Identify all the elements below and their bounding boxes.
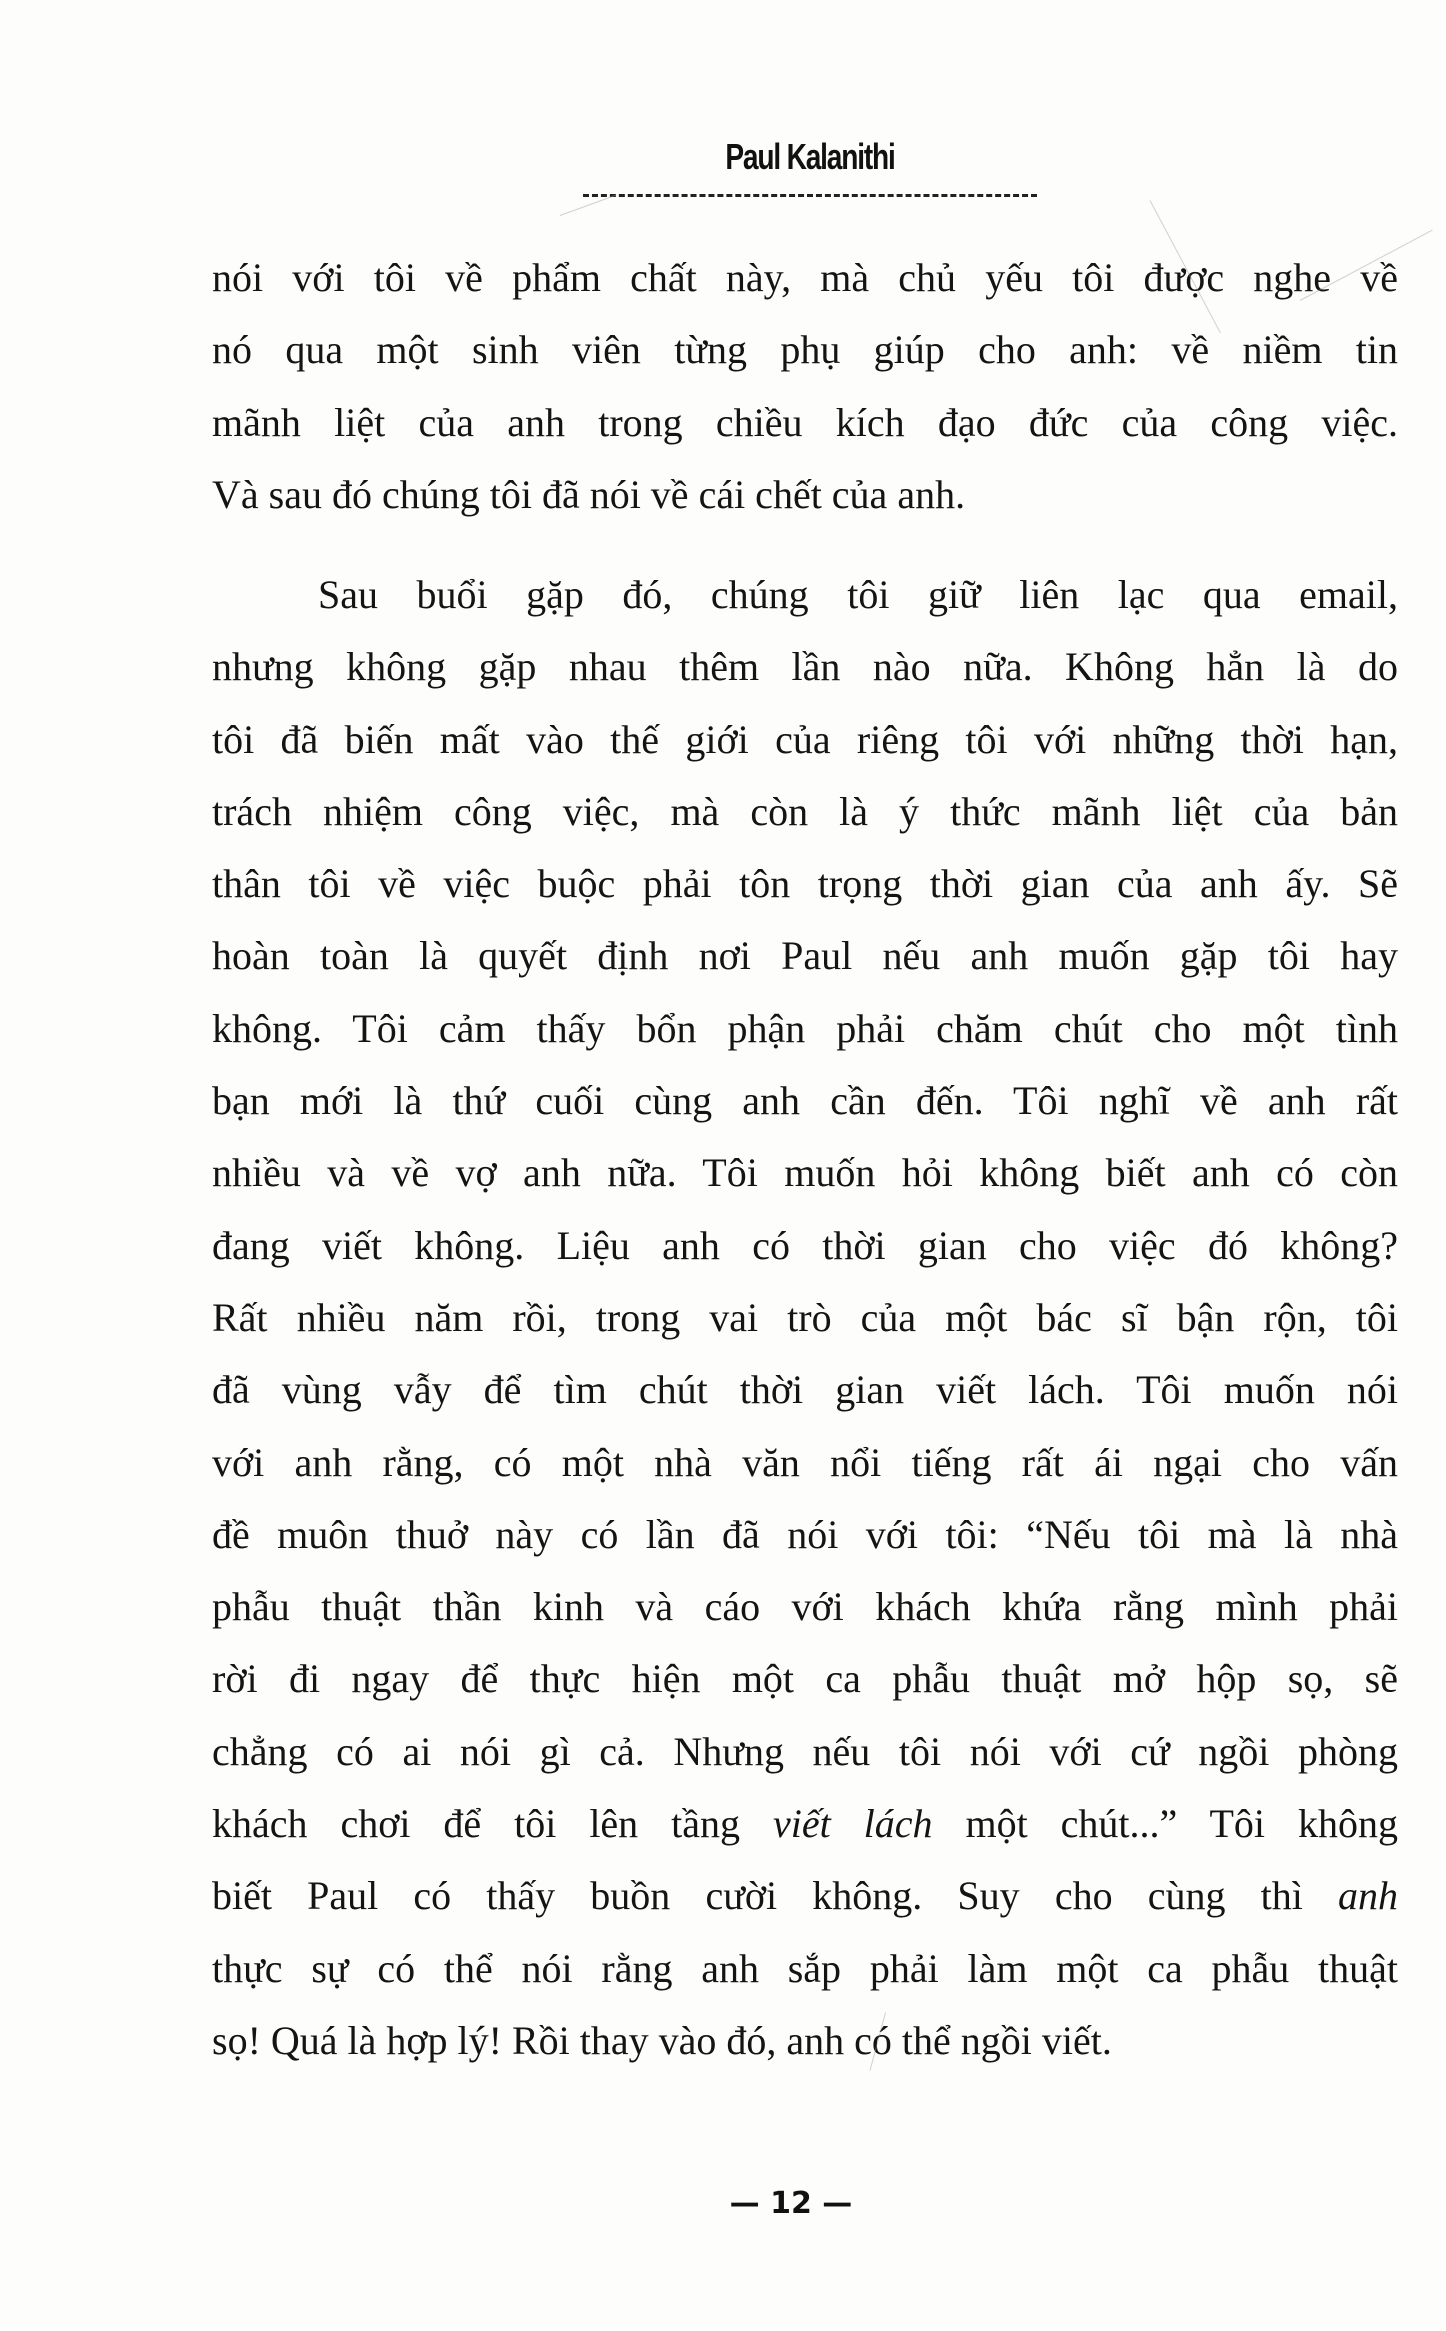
text-line: sọ! Quá là hợp lý! Rồi thay vào đó, anh có thể ngồi viết. [212, 2017, 1112, 2063]
text-line: nhưng không gặp nhau thêm lần nào nữa. Không hẳn là do [212, 644, 1398, 690]
text-line: đã vùng vẫy để tìm chút thời gian viết lách. Tôi muốn nói [212, 1367, 1398, 1413]
text-line: nói với tôi về phẩm chất này, mà chủ yếu tôi được nghe về [212, 255, 1398, 300]
paragraph-2 [212, 559, 1398, 2077]
text-line: rời đi ngay để thực hiện một ca phẫu thuật mở hộp sọ, sẽ [212, 1656, 1398, 1702]
text-line: nó qua một sinh viên từng phụ giúp cho anh: về niềm tin [212, 327, 1398, 373]
text-line: thân tôi về việc buộc phải tôn trọng thời gian của anh ấy. Sẽ [212, 861, 1398, 907]
running-head: Paul Kalanithi [725, 136, 895, 177]
paragraph-1 [212, 242, 1398, 531]
text-line: mãnh liệt của anh trong chiều kích đạo đức của công việc. [212, 399, 1398, 445]
text-line: chẳng có ai nói gì cả. Nhưng nếu tôi nói với cứ ngồi phòng [212, 1728, 1398, 1774]
text-run: khách chơi để tôi lên tầng [212, 1801, 773, 1847]
page-number: — 12 — [729, 2186, 853, 2221]
text-line: bạn mới là thứ cuối cùng anh cần đến. Tôi nghĩ về anh rất [212, 1078, 1398, 1124]
text-line: đề muôn thuở này có lần đã nói với tôi: “Nếu tôi mà là nhà [212, 1511, 1398, 1557]
text-line: nhiều và về vợ anh nữa. Tôi muốn hỏi không biết anh có còn [212, 1150, 1398, 1196]
text-line: trách nhiệm công việc, mà còn là ý thức mãnh liệt của bản [212, 788, 1398, 834]
text-line: hoàn toàn là quyết định nơi Paul nếu anh muốn gặp tôi hay [212, 933, 1398, 979]
italic-emphasis: viết lách [772, 1801, 933, 1847]
text-line: không. Tôi cảm thấy bổn phận phải chăm chút cho một tình [212, 1005, 1398, 1051]
text-line-with-italic [212, 1860, 1398, 1932]
text-line: thực sự có thể nói rằng anh sắp phải làm một ca phẫu thuật [212, 1945, 1398, 1991]
text-run: một chút...” Tôi không [932, 1801, 1398, 1847]
running-head-rule [583, 194, 1037, 197]
text-line: với anh rằng, có một nhà văn nổi tiếng rất ái ngại cho vấn [212, 1439, 1398, 1485]
text-line: đang viết không. Liệu anh có thời gian cho việc đó không? [212, 1222, 1398, 1268]
text-line: phẫu thuật thần kinh và cáo với khách khứa rằng mình phải [212, 1584, 1398, 1630]
text-line: tôi đã biến mất vào thế giới của riêng tôi với những thời hạn, [212, 716, 1398, 762]
text-line: Rất nhiều năm rồi, trong vai trò của một bác sĩ bận rộn, tôi [212, 1294, 1398, 1340]
text-line: Sau buổi gặp đó, chúng tôi giữ liên lạc qua email, [318, 572, 1398, 617]
text-run: biết Paul có thấy buồn cười không. Suy cho cùng thì [212, 1873, 1338, 1919]
italic-emphasis: anh [1338, 1873, 1398, 1919]
text-line-with-italic [212, 1788, 1398, 1860]
text-line: Và sau đó chúng tôi đã nói về cái chết của anh. [212, 471, 966, 517]
scan-scratch [560, 195, 617, 216]
